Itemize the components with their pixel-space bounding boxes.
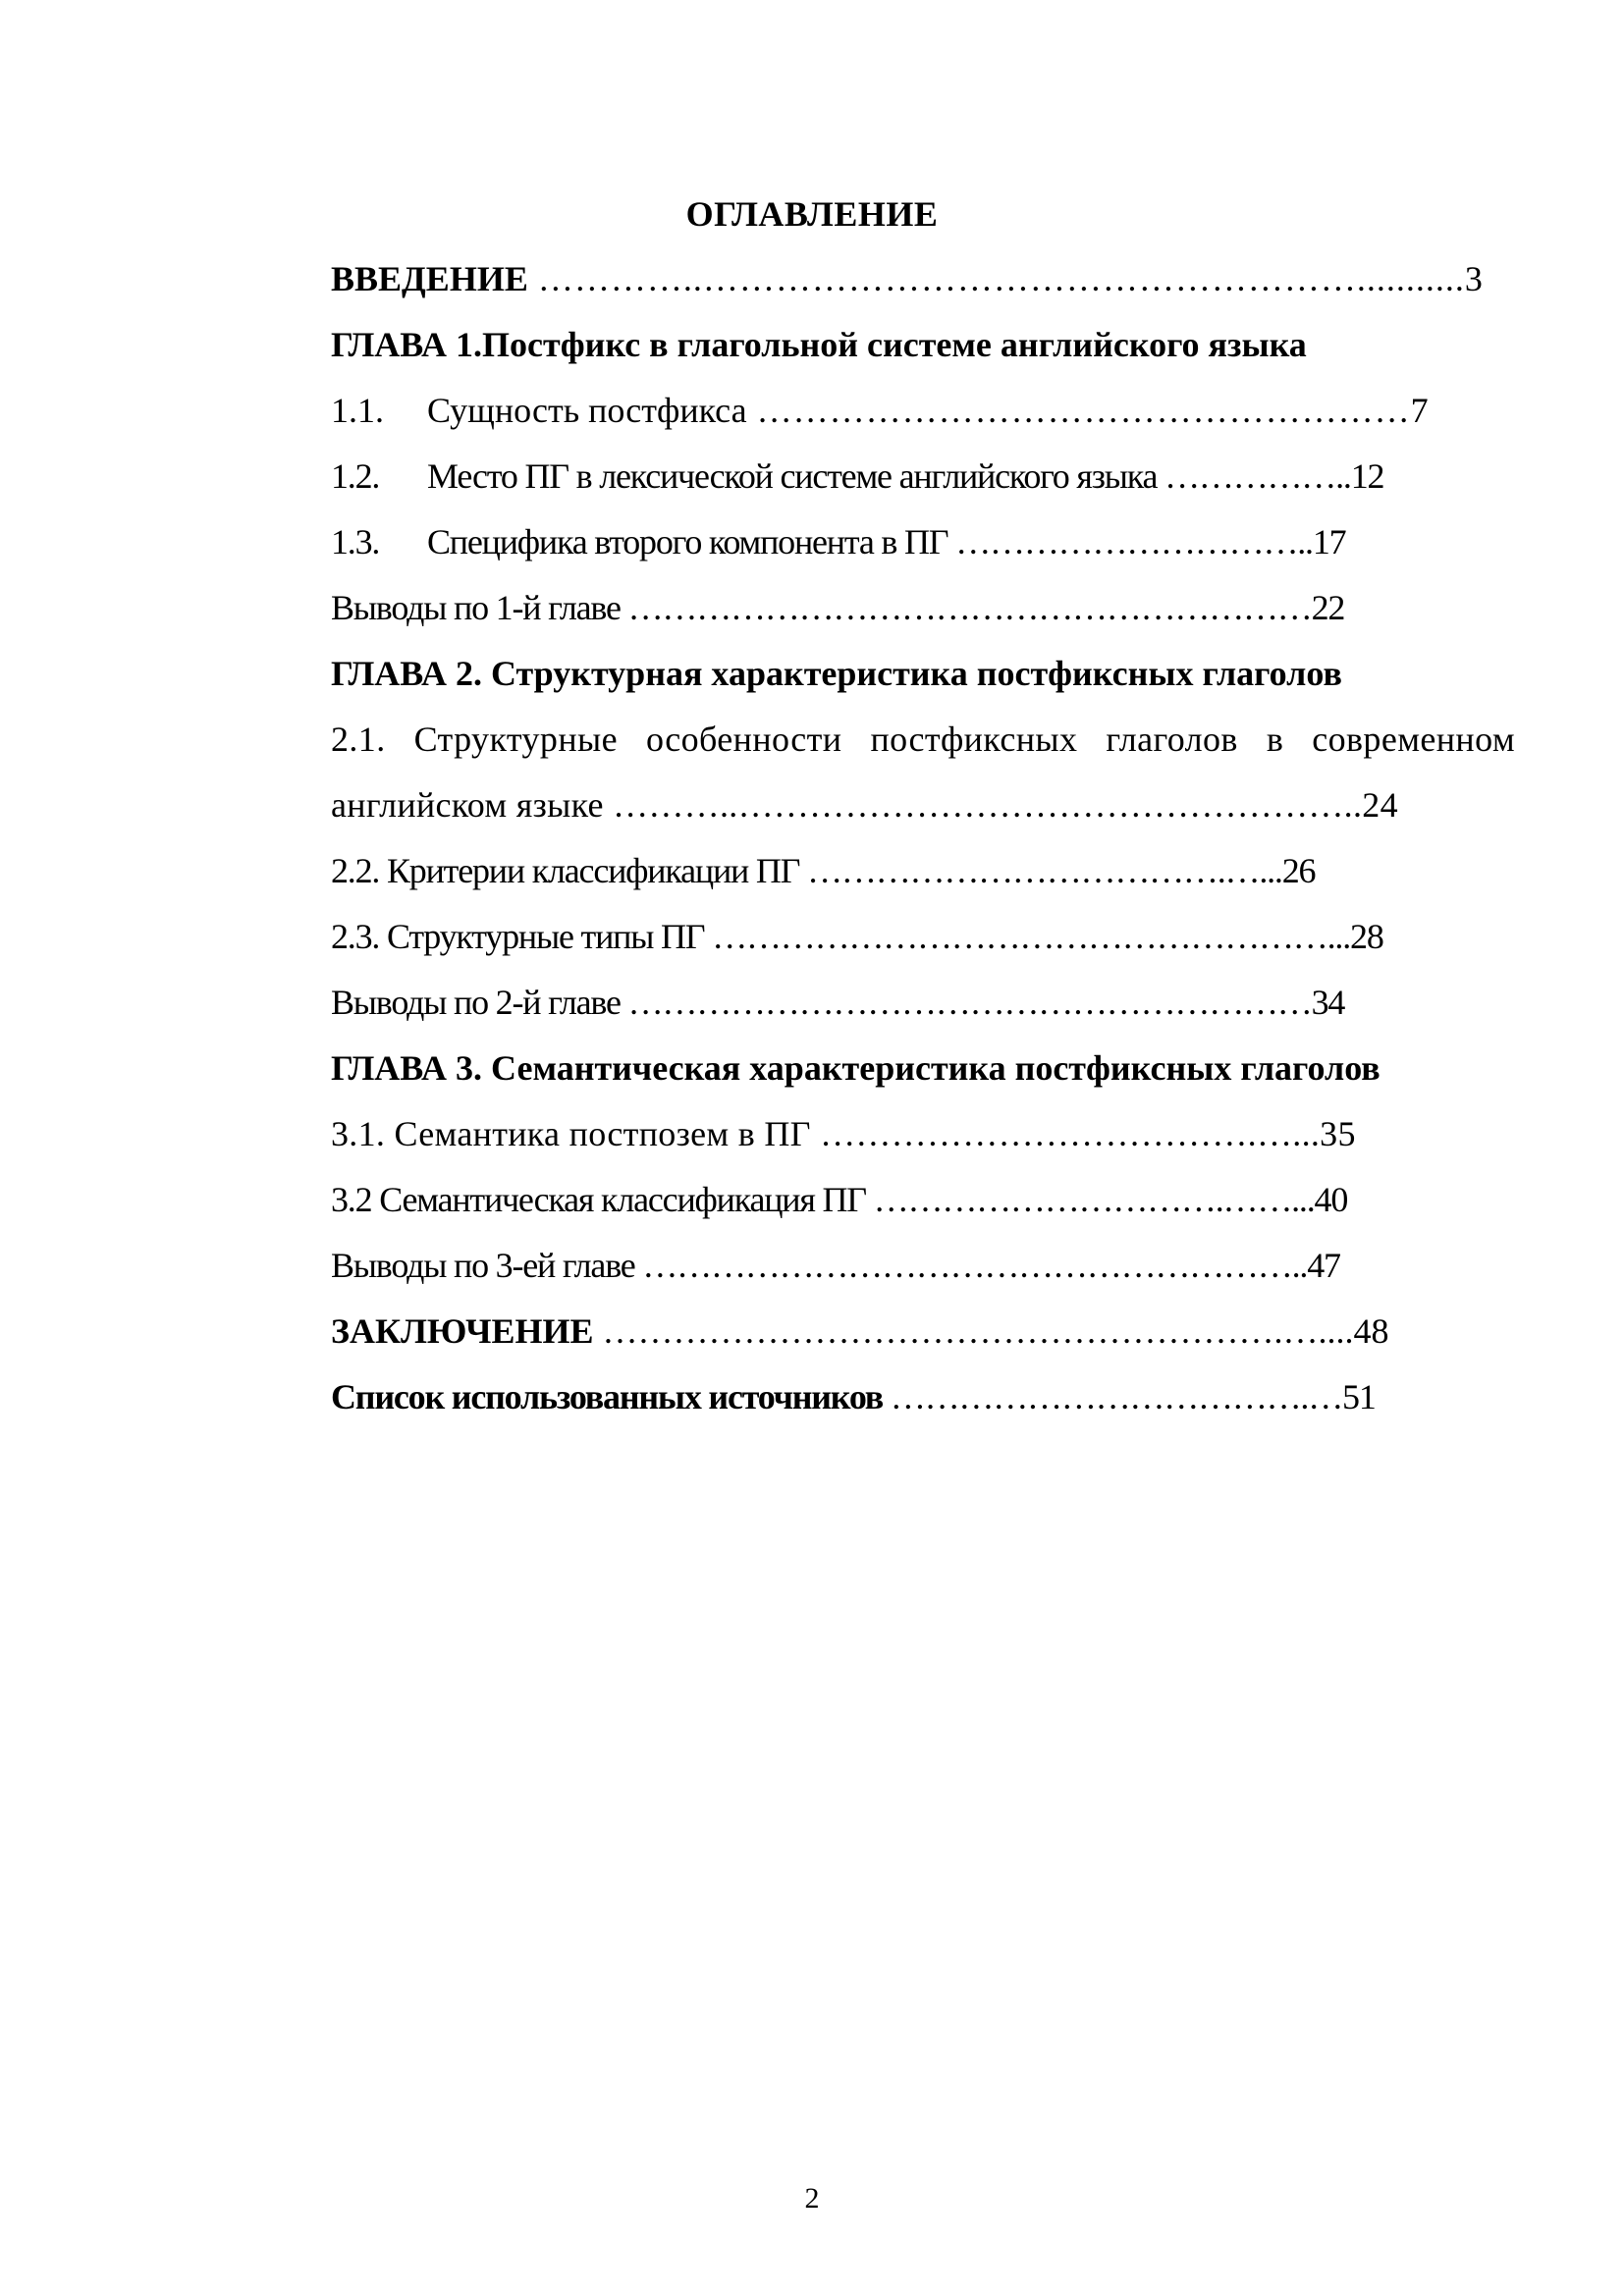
dot-leader: …………..………………………………………………........... [527, 259, 1465, 298]
dot-leader: ……………………………………………… [746, 391, 1411, 430]
toc-page-number: 3 [1464, 259, 1483, 298]
dot-leader: ………………………………………………….….... [593, 1311, 1354, 1351]
dot-leader: ……………………………….…... [799, 851, 1282, 890]
toc-entry-conclusion[interactable] [331, 1309, 1515, 1375]
toc-entry-chapter-3[interactable] [331, 1046, 1515, 1112]
toc-entry-title: Место ПГ в лексической системе английского языка [427, 456, 1158, 496]
toc-entry-title: 2.2. Критерии классификации ПГ [331, 851, 800, 890]
toc-entry-number: 1.3. [331, 522, 380, 561]
toc-entry-title: ЗАКЛЮЧЕНИЕ [331, 1311, 594, 1351]
toc-entry-title: ГЛАВА 3. Семантическая характеристика постфиксных глаголов [331, 1048, 1380, 1088]
toc-entry-3-2[interactable] [331, 1178, 1515, 1244]
toc-entry-title: Выводы по 2-й главе [331, 983, 621, 1022]
toc-entry-conclusions-2[interactable] [331, 981, 1515, 1046]
toc-entry-2-1-continuation[interactable] [331, 783, 1515, 849]
toc-page-number: 47 [1307, 1246, 1340, 1285]
toc-page-number: 22 [1311, 588, 1345, 627]
toc-entry-title: Список использованных источников [331, 1377, 884, 1416]
toc-page-number: 17 [1312, 522, 1346, 561]
dot-leader: ………………………………………………….. [634, 1246, 1308, 1285]
toc-entry-1-3[interactable] [331, 520, 1515, 586]
toc-entry-2-3[interactable] [331, 915, 1515, 981]
dot-leader: ………………………….. [947, 522, 1313, 561]
toc-entry-3-1[interactable] [331, 1112, 1515, 1178]
toc-heading: ОГЛАВЛЕНИЕ [685, 194, 939, 234]
toc-entry-conclusions-3[interactable] [331, 1244, 1515, 1309]
dot-leader: ……………………………….…... [810, 1114, 1321, 1153]
table-of-contents [331, 257, 1515, 1441]
dot-leader: ………………………………………………... [704, 917, 1351, 956]
toc-entry-title: английском языке [331, 785, 604, 825]
toc-entry-title: 3.2 Семантическая классификация ПГ [331, 1180, 866, 1219]
toc-entry-title: Сущность постфикса [427, 391, 747, 430]
toc-entry-chapter-2[interactable] [331, 652, 1515, 718]
toc-entry-title: ГЛАВА 1.Постфикс в глагольной системе английского языка [331, 325, 1307, 364]
toc-entry-title: 2.3. Структурные типы ПГ [331, 917, 705, 956]
toc-entry-references[interactable] [331, 1375, 1515, 1441]
toc-page-number: 34 [1311, 983, 1345, 1022]
toc-page-number: 7 [1410, 391, 1429, 430]
toc-entry-introduction[interactable] [331, 257, 1515, 323]
dot-leader: …………….. [1157, 456, 1351, 496]
toc-page-number: 24 [1362, 785, 1398, 825]
dot-leader: ………………………….……... [865, 1180, 1315, 1219]
dot-leader: …………………………………………………… [620, 983, 1312, 1022]
toc-entry-conclusions-1[interactable] [331, 586, 1515, 652]
page-number: 2 [804, 2182, 820, 2215]
toc-entry-number: 1.2. [331, 456, 380, 496]
toc-entry-1-1[interactable] [331, 389, 1515, 454]
toc-entry-chapter-1[interactable] [331, 323, 1515, 389]
toc-entry-2-2[interactable] [331, 849, 1515, 915]
toc-entry-title: ВВЕДЕНИЕ [331, 259, 528, 298]
toc-entry-title: 2.1. Структурные особенности постфиксных глаголов в современном [331, 720, 1515, 759]
dot-leader: …………………………………………………… [620, 588, 1312, 627]
toc-entry-title: ГЛАВА 2. Структурная характеристика постфиксных глаголов [331, 654, 1342, 693]
toc-entry-title: Специфика второго компонента в ПГ [427, 522, 948, 561]
dot-leader: ……………………………….… [883, 1377, 1343, 1416]
toc-entry-number: 1.1. [331, 391, 384, 430]
toc-page-number: 35 [1320, 1114, 1356, 1153]
toc-page-number: 40 [1314, 1180, 1348, 1219]
toc-entry-title: 3.1. Семантика постпозем в ПГ [331, 1114, 811, 1153]
toc-page-number: 48 [1353, 1311, 1389, 1351]
toc-page-number: 28 [1350, 917, 1383, 956]
dot-leader: ………..…………………………………………….. [603, 785, 1363, 825]
toc-entry-2-1[interactable] [331, 718, 1515, 783]
toc-entry-title: Выводы по 3-ей главе [331, 1246, 635, 1285]
toc-page-number: 51 [1342, 1377, 1376, 1416]
toc-entry-1-2[interactable] [331, 454, 1515, 520]
toc-entry-title: Выводы по 1-й главе [331, 588, 621, 627]
toc-page-number: 12 [1350, 456, 1384, 496]
toc-page-number: 26 [1281, 851, 1316, 890]
